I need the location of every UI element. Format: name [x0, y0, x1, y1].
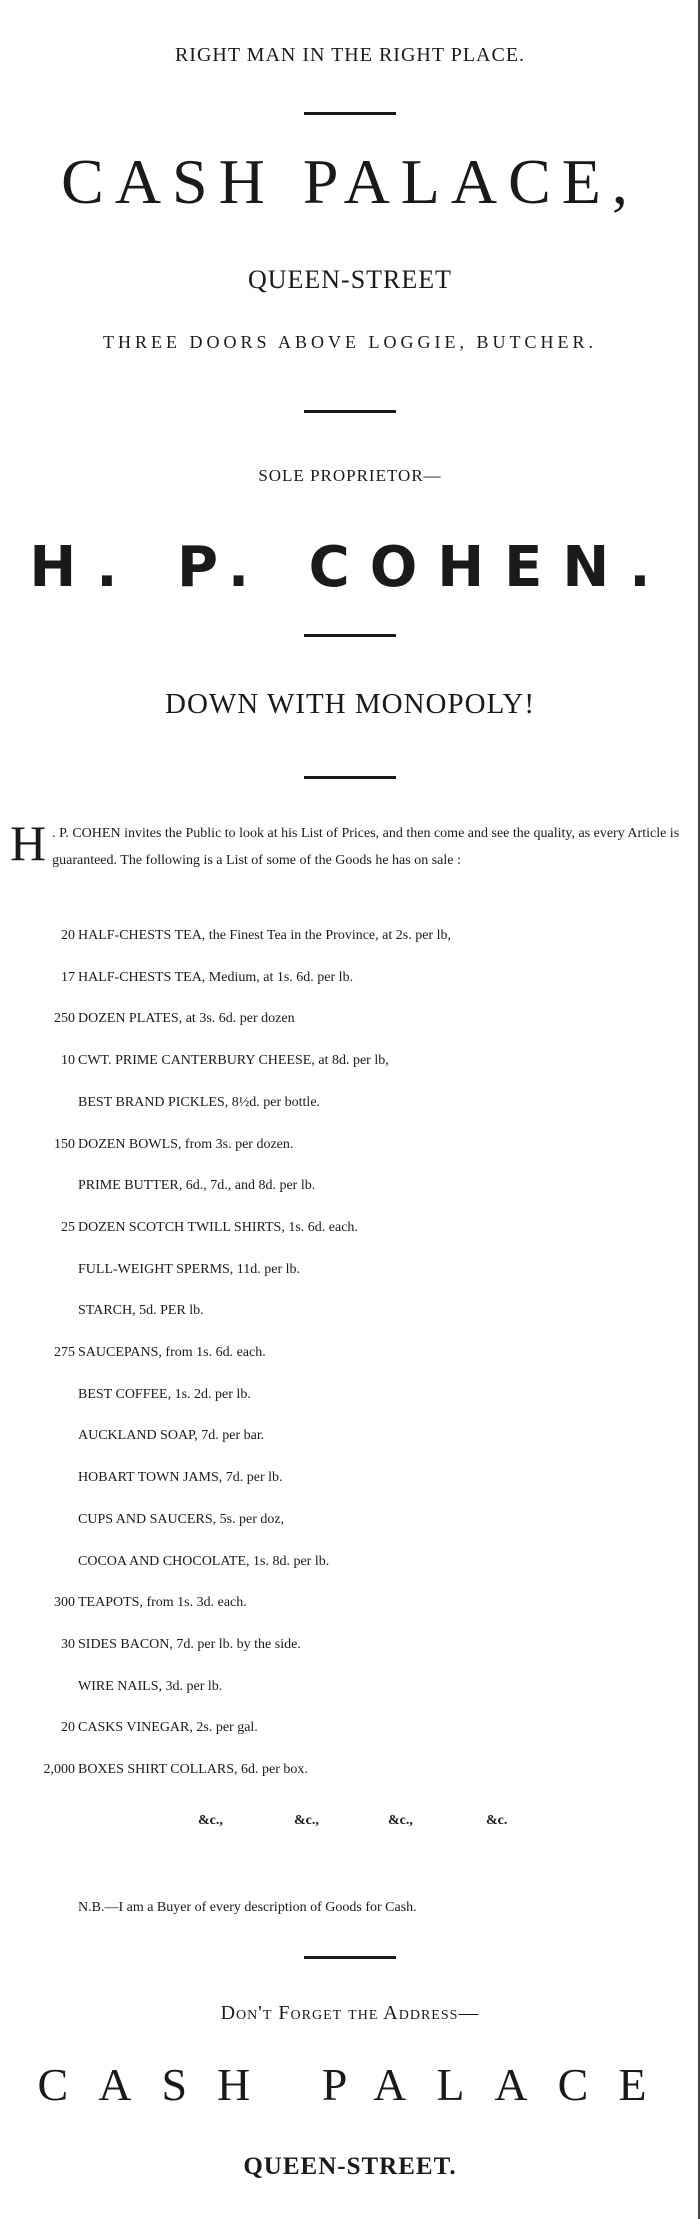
item-description: AUCKLAND SOAP, 7d. per bar.: [78, 1428, 265, 1443]
item-description: HALF-CHESTS TEA, the Finest Tea in the Province, at 2s. per lb,: [78, 928, 451, 943]
footer-business-name: CASH PALACE: [37, 2059, 677, 2110]
intro-paragraph: [10, 815, 698, 874]
list-item: [0, 1512, 700, 1536]
item-quantity: 25: [61, 1220, 75, 1235]
divider-rule: [304, 112, 396, 115]
drop-cap: H: [10, 815, 47, 871]
list-item: [0, 1387, 700, 1411]
etc-mark: &c.,: [294, 1813, 319, 1828]
street-name: QUEEN-STREET: [247, 265, 453, 294]
item-description: HOBART TOWN JAMS, 7d. per lb.: [78, 1470, 283, 1485]
intro-text: . P. COHEN invites the Public to look at his List of Prices, and then come and see the quality, as every Article is guaranteed. The following is a List of some of the Goods he has on sale :: [52, 826, 680, 868]
divider-rule: [304, 410, 396, 413]
item-description: SIDES BACON, 7d. per lb. by the side.: [78, 1637, 301, 1652]
list-item: [0, 1011, 700, 1035]
divider-rule: [304, 1956, 396, 1959]
item-quantity: 300: [54, 1595, 75, 1610]
item-description: DOZEN PLATES, at 3s. 6d. per dozen: [78, 1011, 295, 1026]
item-description: PRIME BUTTER, 6d., 7d., and 8d. per lb.: [78, 1178, 316, 1193]
item-description: CUPS AND SAUCERS, 5s. per doz,: [78, 1512, 285, 1527]
item-description: TEAPOTS, from 1s. 3d. each.: [78, 1595, 247, 1610]
list-item: [0, 970, 700, 994]
list-item: [0, 1053, 700, 1077]
headline: RIGHT MAN IN THE RIGHT PLACE.: [174, 44, 526, 66]
item-description: SAUCEPANS, from 1s. 6d. each.: [78, 1345, 266, 1360]
list-item: [0, 1303, 700, 1327]
list-item: [0, 1220, 700, 1244]
item-quantity: 17: [61, 970, 75, 985]
item-quantity: 10: [61, 1053, 75, 1068]
item-quantity: 2,000: [43, 1762, 75, 1777]
divider-rule: [304, 776, 396, 779]
item-quantity: 150: [54, 1137, 75, 1152]
business-name: CASH PALACE,: [61, 146, 639, 217]
divider-rule: [304, 634, 396, 637]
item-quantity: 20: [61, 1720, 75, 1735]
list-item: [0, 1637, 700, 1661]
list-item: [0, 1470, 700, 1494]
etc-mark: &c.,: [198, 1813, 223, 1828]
list-item: [0, 928, 700, 952]
item-description: COCOA AND CHOCOLATE, 1s. 8d. per lb.: [78, 1554, 330, 1569]
item-quantity: 20: [61, 928, 75, 943]
item-description: DOZEN SCOTCH TWILL SHIRTS, 1s. 6d. each.: [78, 1220, 358, 1235]
etc-mark: &c.,: [388, 1813, 413, 1828]
buyer-note: N.B.—I am a Buyer of every description of Goods for Cash.: [78, 1900, 417, 1915]
list-item: [0, 1595, 700, 1619]
item-description: DOZEN BOWLS, from 3s. per dozen.: [78, 1137, 294, 1152]
proprietor-name: H. P. COHEN.: [29, 535, 671, 600]
proprietor-label: SOLE PROPRIETOR—: [258, 466, 442, 485]
item-description: STARCH, 5d. PER lb.: [78, 1303, 204, 1318]
item-quantity: 30: [61, 1637, 75, 1652]
item-description: BOXES SHIRT COLLARS, 6d. per box.: [78, 1762, 308, 1777]
list-item: [0, 1720, 700, 1744]
item-description: CASKS VINEGAR, 2s. per gal.: [78, 1720, 258, 1735]
list-item: [0, 1762, 700, 1786]
slogan: DOWN WITH MONOPOLY!: [165, 688, 535, 720]
list-item: [0, 1262, 700, 1286]
location-note: THREE DOORS ABOVE LOGGIE, BUTCHER.: [103, 332, 597, 352]
list-item: [0, 1679, 700, 1703]
item-quantity: 250: [54, 1011, 75, 1026]
list-item: [0, 1178, 700, 1202]
item-description: HALF-CHESTS TEA, Medium, at 1s. 6d. per lb.: [78, 970, 354, 985]
address-reminder: Don't Forget the Address—: [220, 2002, 480, 2024]
list-item: [0, 1554, 700, 1578]
list-item: [0, 1345, 700, 1369]
item-description: BEST BRAND PICKLES, 8½d. per bottle.: [78, 1095, 321, 1110]
etc-mark: &c.: [486, 1813, 508, 1828]
footer-street-name: QUEEN-STREET.: [243, 2153, 457, 2180]
item-description: CWT. PRIME CANTERBURY CHEESE, at 8d. per lb,: [78, 1053, 389, 1068]
item-description: BEST COFFEE, 1s. 2d. per lb.: [78, 1387, 251, 1402]
list-item: [0, 1095, 700, 1119]
item-description: FULL-WEIGHT SPERMS, 11d. per lb.: [78, 1262, 301, 1277]
list-item: [0, 1137, 700, 1161]
list-item: [0, 1428, 700, 1452]
item-quantity: 275: [54, 1345, 75, 1360]
item-description: WIRE NAILS, 3d. per lb.: [78, 1679, 223, 1694]
